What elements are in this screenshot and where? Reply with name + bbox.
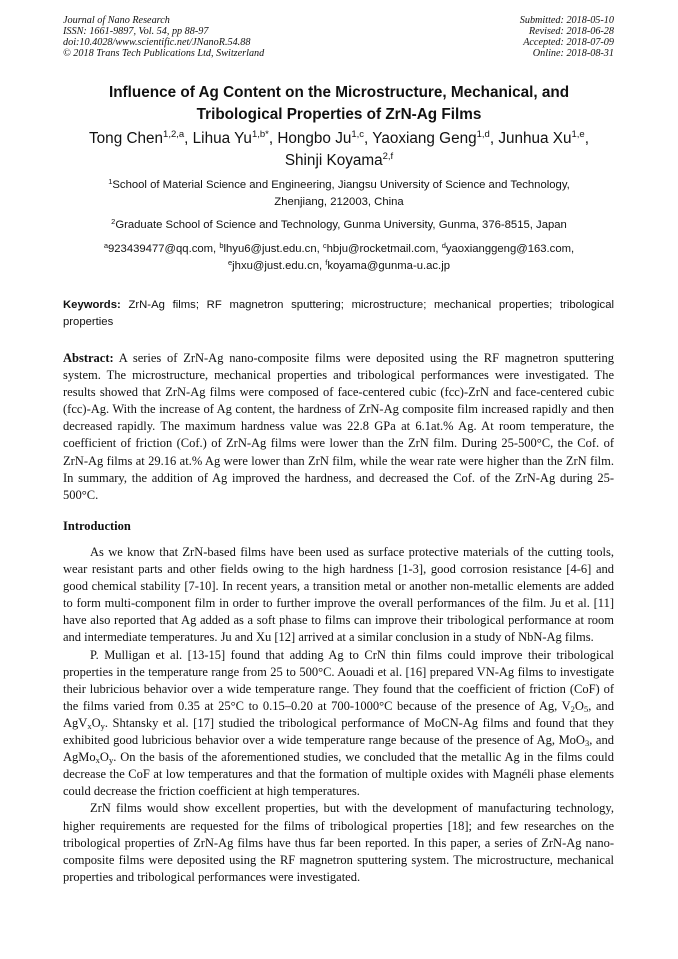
author-name: Shinji Koyama	[284, 151, 383, 169]
journal-issn: ISSN: 1661-9897, Vol. 54, pp 88-97	[63, 26, 209, 37]
date-submitted: Submitted: 2018-05-10	[519, 15, 614, 26]
abstract-label: Abstract:	[63, 351, 114, 365]
email-mark: f	[325, 258, 328, 267]
affiliation-1	[50, 177, 628, 211]
author-sep: ,	[364, 130, 373, 147]
email: 923439477@qq.com,	[107, 243, 220, 255]
author-name: Hongbo Ju	[277, 130, 352, 147]
date-online: Online: 2018-08-31	[532, 48, 614, 59]
email: yaoxianggeng@163.com,	[445, 243, 575, 255]
keywords	[63, 297, 614, 331]
paragraph: ZrN films would show excellent properties, but with the development of manufacturing technology, higher requirements are requested for the films of tribological properties [18]; and few researches on the tribological properties of ZrN-Ag films have thus far been reported. In this paper, a series of ZrN-Ag nano-composite films were deposited using the RF magnetron sputtering system. The microstructure, mechanical properties and tribological performances were investigated.	[63, 801, 614, 884]
email: koyama@gunma-u.ac.jp	[327, 260, 450, 272]
email-mark: b	[219, 241, 224, 250]
keywords-label: Keywords:	[63, 299, 121, 311]
author-name: Tong Chen	[89, 130, 164, 147]
author-affil-mark: 2,f	[382, 150, 394, 162]
author-emails	[50, 241, 628, 275]
affiliation-number: 1	[108, 177, 113, 186]
journal-name: Journal of Nano Research	[63, 15, 170, 26]
author-affil-mark: 1,b*	[251, 129, 269, 140]
journal-doi: doi:10.4028/www.scientific.net/JNanoR.54.88	[63, 37, 251, 48]
affiliation-text: School of Material Science and Engineering, Jiangsu University of Science and Technology,	[112, 179, 570, 191]
author-affil-mark: 1,d	[476, 129, 490, 140]
journal-copyright: © 2018 Trans Tech Publications Ltd, Switzerland	[63, 48, 265, 59]
author-name: Yaoxiang Geng	[372, 130, 477, 147]
introduction-body	[63, 544, 614, 886]
author-sep: ,	[489, 130, 499, 147]
paper-title	[40, 82, 638, 125]
email: jhxu@just.edu.cn,	[232, 260, 326, 272]
abstract-text: A series of ZrN-Ag nano-composite films were deposited using the RF magnetron sputtering system. The microstructure, mechanical properties and tribological performances were investigated. The results showed that ZrN-Ag films were composed of face-centered cubic (fcc)-ZrN and face-centered cubic (fcc)-Ag. With the increase of Ag content, the hardness of ZrN-Ag composite film increased rapidly and then decreased rapidly. The maximum hardness value was 22.8 GPa at 6.1at.% Ag. At room temperature, the coefficient of friction (Cof.) of ZrN-Ag films were lower than the ZrN film. During 25-500°C, the Cof. of ZrN-Ag films at 29.16 at.% Ag were lower than ZrN film, while the wear rate were higher than the ZrN film. In summary, the addition of Ag improved the hardness, and decreased the Cof. of the ZrN-Ag during 25-500°C.	[63, 351, 614, 502]
author-sep: ,	[184, 130, 193, 147]
email: lhyu6@just.edu.cn,	[223, 243, 323, 255]
email: hbju@rocketmail.com,	[326, 243, 442, 255]
email-mark: e	[228, 258, 233, 267]
author-list	[40, 128, 638, 171]
introduction-heading: Introduction	[63, 519, 131, 533]
affiliation-text: Graduate School of Science and Technology, Gunma University, Gunma, 376-8515, Japan	[115, 219, 567, 231]
publication-dates	[520, 15, 614, 59]
affiliation-number: 2	[111, 217, 116, 226]
authors-line-2	[40, 150, 638, 172]
author-affil-mark: 1,c	[351, 129, 365, 140]
email-mark: c	[322, 241, 327, 250]
affiliation-2	[50, 217, 628, 234]
date-revised: Revised: 2018-06-28	[528, 26, 614, 37]
abstract	[63, 350, 614, 504]
journal-info	[63, 15, 264, 59]
date-accepted: Accepted: 2018-07-09	[523, 37, 614, 48]
author-affil-mark: 1,2,a	[163, 129, 185, 140]
author-sep: ,	[268, 130, 278, 147]
affiliation-text: Zhenjiang, 212003, China	[274, 196, 404, 208]
title-line-2: Tribological Properties of ZrN-Ag Films	[196, 105, 482, 123]
author-affil-mark: 1,e	[571, 129, 585, 140]
author-name: Junhua Xu	[498, 130, 572, 147]
email-mark: d	[441, 241, 446, 250]
authors-line-1	[40, 128, 638, 150]
author-sep: ,	[584, 130, 589, 147]
author-name: Lihua Yu	[192, 130, 252, 147]
email-mark: a	[103, 241, 108, 250]
paragraph: As we know that ZrN-based films have been used as surface protective materials of the cutting tools, wear resistant parts and other fields owing to the high hardness [1-3], good corrosion resistance [4-6] and good chemical stability [7-10]. In recent years, a transition metal or another non-metallic elements are added to form multi-component film in order to further improve the overall performances of the film. Ju et al. [11] have also reported that Ag added as a soft phase to films can improve their tribological performance at room and intermediate temperatures. Ju and Xu [12] arrived at a similar conclusion in a study of NbN-Ag films.	[63, 545, 614, 645]
title-line-1: Influence of Ag Content on the Microstructure, Mechanical, and	[108, 84, 570, 101]
paragraph: P. Mulligan et al. [13-15] found that adding Ag to CrN thin films could improve their tribological properties in the temperature range from 25 to 500°C. Aouadi et al. [16] prepared VN-Ag films to investigate their lubricious behavior over a wide temperature range. They found that the coefficient of friction (CoF) of the films varied from 0.35 at 25°C to 0.15–0.20 at 700-1000°C because of the presence of Ag, $V_2O_5$, and $AgV_xO_y$. Shtansky et al. [17] studied the tribological performance of MoCN-Ag films and found that they exhibited good lubricious behavior over a wide temperature range because of the presence of Ag, MoO$_3$, and $AgMo_xO_y$. On the basis of the aforementioned studies, we concluded that the metallic Ag in the films could decrease the CoF at low temperatures and that the formation of multiple oxides with Magnéli phase elements could decrease the friction coefficient at high temperatures.	[63, 647, 614, 799]
keywords-text: ZrN-Ag films; RF magnetron sputtering; microstructure; mechanical properties; tribological properties	[63, 299, 614, 328]
